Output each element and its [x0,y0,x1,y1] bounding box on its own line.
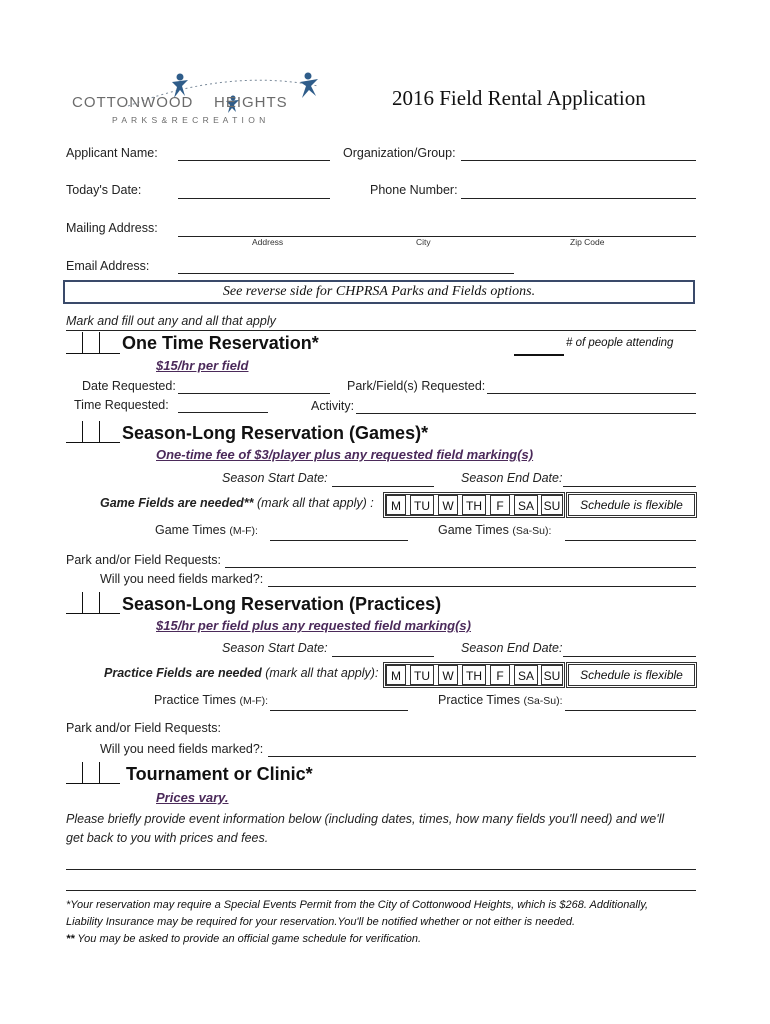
phone-label: Phone Number: [370,183,458,197]
games-day-tu[interactable]: TU [410,495,434,515]
logo-subtitle: P A R K S & R E C R E A T I O N [112,115,267,125]
tournament-info-field[interactable] [66,869,696,870]
organization-label: Organization/Group: [343,146,456,160]
footnote-3-marker: ** [66,933,75,945]
practices-day-w[interactable]: W [438,665,458,685]
one-time-checkbox[interactable] [66,332,120,354]
practices-end-field[interactable] [563,656,696,657]
applicant-name-label: Applicant Name: [66,146,158,160]
games-day-f[interactable]: F [490,495,510,515]
tournament-description-1: Please briefly provide event information below (including dates, times, how many fields you'll need) and we'll [66,812,665,826]
one-time-heading: One Time Reservation* [122,333,319,353]
practices-fields-note: (mark all that apply): [261,666,379,680]
games-end-field[interactable] [563,486,696,487]
phone-field[interactable] [461,198,696,199]
games-day-sa[interactable]: SA [514,495,538,515]
address-sublabel: Address [252,237,284,247]
games-park-label: Park and/or Field Requests: [66,553,221,567]
practices-marked-field[interactable] [268,756,696,757]
footnote-1: *Your reservation may require a Special Events Permit from the City of Cottonwood Heights, which is $268. Additionally, [66,899,649,911]
practices-park-label: Park and/or Field Requests: [66,721,221,735]
practices-checkbox[interactable] [66,592,120,614]
date-requested-label: Date Requested: [82,379,176,393]
practices-times-ss-label [438,693,563,707]
practices-day-th[interactable]: TH [462,665,486,685]
practices-fields-bold: Practice Fields are needed [104,666,262,680]
games-flexible-option[interactable]: Schedule is flexible [580,498,683,512]
practices-start-field[interactable] [332,656,434,657]
footnote-3-text: You may be asked to provide an official game schedule for verification. [74,933,422,945]
practices-times-mf-label [154,693,268,707]
mailing-address-label: Mailing Address: [66,221,158,235]
people-attending-label: # of people attending [566,337,674,349]
games-heading: Season-Long Reservation (Games)* [122,423,429,443]
time-requested-label: Time Requested: [74,398,169,412]
time-requested-field[interactable] [178,412,268,413]
games-times-ss-text: Game Times [438,523,509,537]
practices-day-tu[interactable]: TU [410,665,434,685]
games-end-label: Season End Date: [461,471,563,485]
tournament-description-2: get back to you with prices and fees. [66,831,269,845]
practices-flexible-option[interactable]: Schedule is flexible [580,668,683,682]
park-field-requested-field[interactable] [487,393,696,394]
practices-day-su[interactable]: SU [541,665,563,685]
practices-fields-label [104,666,378,680]
logo-text-left: COTTONWOOD [72,94,194,111]
applicant-name-field[interactable] [178,160,330,161]
practices-times-ss-days: (Sa-Su): [523,695,563,707]
games-fields-bold: Game Fields are needed** [100,496,254,510]
page-title: 2016 Field Rental Application [392,86,646,110]
practices-marked-label: Will you need fields marked?: [100,742,264,756]
games-park-field[interactable] [225,567,696,568]
practices-times-ss-text: Practice Times [438,693,520,707]
games-times-mf-days: (M-F): [229,525,258,537]
practices-day-sa[interactable]: SA [514,665,538,685]
todays-date-label: Today's Date: [66,183,142,197]
email-field[interactable] [178,273,514,274]
games-marked-label: Will you need fields marked?: [100,572,264,586]
footnote-2: Liability Insurance may be required for your reservation.You'll be notified whether or not either is needed. [66,916,576,928]
notice-text: See reverse side for CHPRSA Parks and Fields options. [222,284,536,299]
date-requested-field[interactable] [178,393,330,394]
practices-times-mf-days: (M-F): [239,695,269,707]
zip-sublabel: Zip Code [570,237,605,247]
email-label: Email Address: [66,259,150,273]
games-times-mf-field[interactable] [270,540,408,541]
practices-price: $15/hr per field plus any requested field marking(s) [156,618,471,633]
games-times-ss-days: (Sa-Su): [512,525,552,537]
practices-day-m[interactable]: M [386,665,406,685]
games-day-w[interactable]: W [438,495,458,515]
practices-times-mf-field[interactable] [270,710,408,711]
practices-day-f[interactable]: F [490,665,510,685]
practices-start-label: Season Start Date: [222,641,328,655]
games-fields-note: (mark all that apply) : [253,496,374,510]
games-start-field[interactable] [332,486,434,487]
practices-times-ss-field[interactable] [565,710,696,711]
games-fields-label [100,496,374,510]
activity-label: Activity: [311,399,355,413]
logo-text-right: HEIGHTS [214,94,288,111]
practices-end-label: Season End Date: [461,641,563,655]
city-sublabel: City [416,237,431,247]
park-field-requested-label: Park/Field(s) Requested: [347,379,486,393]
divider [66,330,696,331]
tournament-price: Prices vary. [156,790,229,805]
tournament-checkbox[interactable] [66,762,120,784]
games-checkbox[interactable] [66,421,120,443]
games-times-mf-text: Game Times [155,523,226,537]
games-times-ss-field[interactable] [565,540,696,541]
organization-field[interactable] [461,160,696,161]
activity-field[interactable] [356,413,696,414]
tournament-heading: Tournament or Clinic* [126,764,313,784]
games-times-mf-label [155,523,258,537]
todays-date-field[interactable] [178,198,330,199]
games-marked-field[interactable] [268,586,696,587]
one-time-price: $15/hr per field [156,358,249,373]
games-day-th[interactable]: TH [462,495,486,515]
mark-all-instruction: Mark and fill out any and all that apply [66,314,276,328]
games-times-ss-label [438,523,551,537]
practices-times-mf-text: Practice Times [154,693,236,707]
games-price: One-time fee of $3/player plus any requested field marking(s) [156,447,534,462]
footnote-3 [66,933,421,945]
people-attending-field[interactable] [514,354,564,356]
footnote-divider [66,890,696,891]
practices-heading: Season-Long Reservation (Practices) [122,594,442,614]
games-day-m[interactable]: M [386,495,406,515]
games-start-label: Season Start Date: [222,471,328,485]
games-day-su[interactable]: SU [541,495,563,515]
